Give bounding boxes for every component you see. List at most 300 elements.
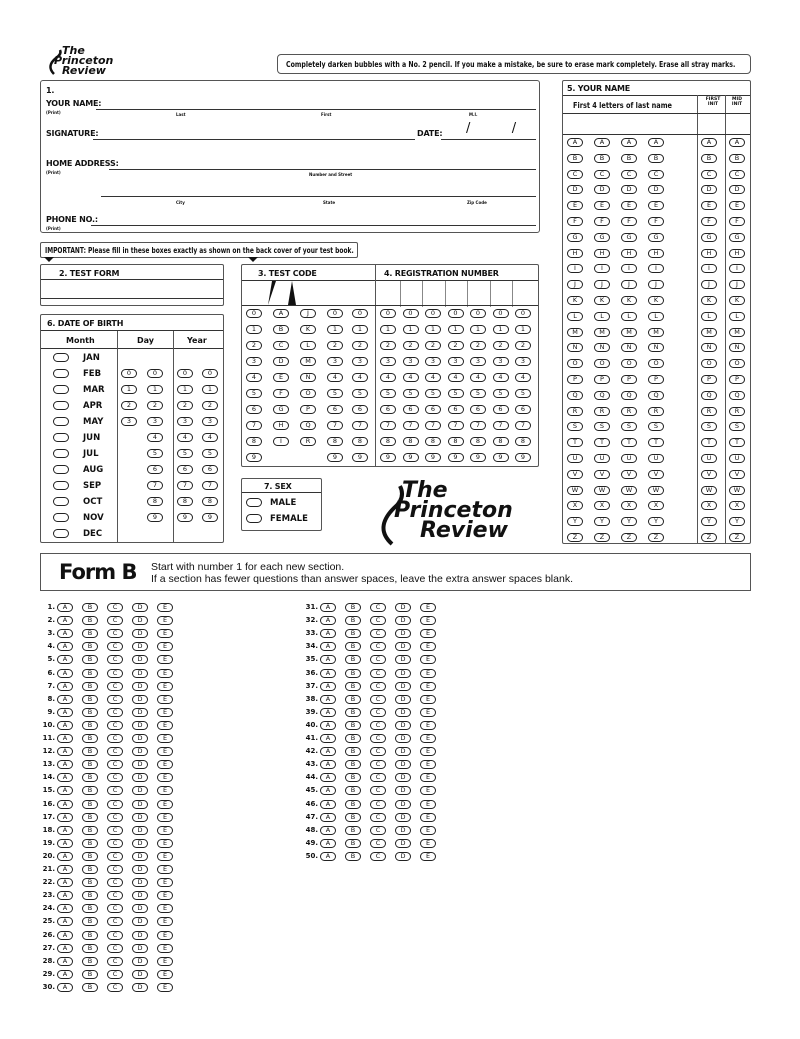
answer-q39-bubble-B[interactable]: B	[345, 708, 361, 717]
answer-q15-bubble-C[interactable]: C	[107, 786, 123, 795]
answer-q48-bubble-A[interactable]: A	[320, 826, 336, 835]
name-col2-bubble-H[interactable]: H	[594, 249, 610, 258]
name-col2-bubble-S[interactable]: S	[594, 422, 610, 431]
registration-col7-bubble-0[interactable]: 0	[515, 309, 531, 318]
name-col4-bubble-F[interactable]: F	[648, 217, 664, 226]
day-ones-bubble-5[interactable]: 5	[147, 449, 163, 458]
day-ones-bubble-2[interactable]: 2	[147, 401, 163, 410]
name-col4-bubble-V[interactable]: V	[648, 470, 664, 479]
day-tens-bubble-3[interactable]: 3	[121, 417, 137, 426]
answer-q7-bubble-A[interactable]: A	[57, 682, 73, 691]
answer-q21-bubble-B[interactable]: B	[82, 865, 98, 874]
name-col2-bubble-I[interactable]: I	[594, 264, 610, 273]
registration-col2-bubble-6[interactable]: 6	[403, 405, 419, 414]
answer-q12-bubble-C[interactable]: C	[107, 747, 123, 756]
name-col6-bubble-P[interactable]: P	[729, 375, 745, 384]
test-code-letter-bubble-D[interactable]: D	[273, 357, 289, 366]
answer-q11-bubble-B[interactable]: B	[82, 734, 98, 743]
answer-q28-bubble-D[interactable]: D	[132, 957, 148, 966]
test-code-letter-bubble-A[interactable]: A	[273, 309, 289, 318]
test-code-col4-bubble-1[interactable]: 1	[327, 325, 343, 334]
answer-q2-bubble-D[interactable]: D	[132, 616, 148, 625]
answer-q20-bubble-D[interactable]: D	[132, 852, 148, 861]
registration-col1-bubble-4[interactable]: 4	[380, 373, 396, 382]
registration-col4-bubble-6[interactable]: 6	[448, 405, 464, 414]
answer-q7-bubble-B[interactable]: B	[82, 682, 98, 691]
answer-q43-bubble-E[interactable]: E	[420, 760, 436, 769]
test-code-digit-bubble-7[interactable]: 7	[246, 421, 262, 430]
answer-q19-bubble-C[interactable]: C	[107, 839, 123, 848]
answer-q6-bubble-B[interactable]: B	[82, 669, 98, 678]
answer-q27-bubble-A[interactable]: A	[57, 944, 73, 953]
answer-q38-bubble-B[interactable]: B	[345, 695, 361, 704]
answer-q18-bubble-B[interactable]: B	[82, 826, 98, 835]
name-col3-bubble-S[interactable]: S	[621, 422, 637, 431]
year-ones-bubble-1[interactable]: 1	[202, 385, 218, 394]
answer-q45-bubble-E[interactable]: E	[420, 786, 436, 795]
test-code-col4-bubble-9[interactable]: 9	[327, 453, 343, 462]
answer-q50-bubble-A[interactable]: A	[320, 852, 336, 861]
your-name-field[interactable]	[96, 109, 536, 110]
name-col1-bubble-F[interactable]: F	[567, 217, 583, 226]
name-col4-bubble-I[interactable]: I	[648, 264, 664, 273]
answer-q35-bubble-E[interactable]: E	[420, 655, 436, 664]
answer-q41-bubble-E[interactable]: E	[420, 734, 436, 743]
name-col5-bubble-J[interactable]: J	[701, 280, 717, 289]
test-code-col4-bubble-5[interactable]: 5	[327, 389, 343, 398]
test-code-col5-bubble-0[interactable]: 0	[352, 309, 368, 318]
answer-q42-bubble-B[interactable]: B	[345, 747, 361, 756]
name-col1-bubble-B[interactable]: B	[567, 154, 583, 163]
name-col4-bubble-M[interactable]: M	[648, 328, 664, 337]
answer-q40-bubble-D[interactable]: D	[395, 721, 411, 730]
answer-q33-bubble-D[interactable]: D	[395, 629, 411, 638]
test-code-col4-bubble-4[interactable]: 4	[327, 373, 343, 382]
answer-q33-bubble-E[interactable]: E	[420, 629, 436, 638]
name-col4-bubble-A[interactable]: A	[648, 138, 664, 147]
answer-q50-bubble-E[interactable]: E	[420, 852, 436, 861]
name-col3-bubble-B[interactable]: B	[621, 154, 637, 163]
registration-col6-bubble-5[interactable]: 5	[493, 389, 509, 398]
name-col5-bubble-X[interactable]: X	[701, 501, 717, 510]
answer-q38-bubble-C[interactable]: C	[370, 695, 386, 704]
name-col3-bubble-P[interactable]: P	[621, 375, 637, 384]
year-tens-bubble-7[interactable]: 7	[177, 481, 193, 490]
name-col4-bubble-H[interactable]: H	[648, 249, 664, 258]
registration-col1-bubble-0[interactable]: 0	[380, 309, 396, 318]
answer-q19-bubble-D[interactable]: D	[132, 839, 148, 848]
test-code-letter-bubble-B[interactable]: B	[273, 325, 289, 334]
name-col4-bubble-Y[interactable]: Y	[648, 517, 664, 526]
registration-col2-bubble-2[interactable]: 2	[403, 341, 419, 350]
answer-q12-bubble-B[interactable]: B	[82, 747, 98, 756]
name-col5-bubble-T[interactable]: T	[701, 438, 717, 447]
answer-q2-bubble-A[interactable]: A	[57, 616, 73, 625]
answer-q25-bubble-C[interactable]: C	[107, 917, 123, 926]
name-col2-bubble-V[interactable]: V	[594, 470, 610, 479]
test-form-field[interactable]	[41, 298, 223, 299]
answer-q20-bubble-A[interactable]: A	[57, 852, 73, 861]
answer-q34-bubble-C[interactable]: C	[370, 642, 386, 651]
registration-col1-bubble-1[interactable]: 1	[380, 325, 396, 334]
name-col3-bubble-R[interactable]: R	[621, 407, 637, 416]
answer-q33-bubble-A[interactable]: A	[320, 629, 336, 638]
answer-q7-bubble-D[interactable]: D	[132, 682, 148, 691]
answer-q23-bubble-B[interactable]: B	[82, 891, 98, 900]
answer-q43-bubble-B[interactable]: B	[345, 760, 361, 769]
answer-q5-bubble-C[interactable]: C	[107, 655, 123, 664]
name-col5-bubble-Q[interactable]: Q	[701, 391, 717, 400]
name-col4-bubble-G[interactable]: G	[648, 233, 664, 242]
name-col4-bubble-D[interactable]: D	[648, 185, 664, 194]
answer-q31-bubble-B[interactable]: B	[345, 603, 361, 612]
name-col3-bubble-V[interactable]: V	[621, 470, 637, 479]
answer-q49-bubble-A[interactable]: A	[320, 839, 336, 848]
registration-col2-bubble-4[interactable]: 4	[403, 373, 419, 382]
registration-col3-bubble-0[interactable]: 0	[425, 309, 441, 318]
registration-col3-bubble-4[interactable]: 4	[425, 373, 441, 382]
name-col6-bubble-D[interactable]: D	[729, 185, 745, 194]
registration-col7-bubble-8[interactable]: 8	[515, 437, 531, 446]
answer-q21-bubble-A[interactable]: A	[57, 865, 73, 874]
answer-q7-bubble-C[interactable]: C	[107, 682, 123, 691]
answer-q14-bubble-D[interactable]: D	[132, 773, 148, 782]
answer-q29-bubble-D[interactable]: D	[132, 970, 148, 979]
name-col5-bubble-R[interactable]: R	[701, 407, 717, 416]
answer-q9-bubble-A[interactable]: A	[57, 708, 73, 717]
answer-q47-bubble-B[interactable]: B	[345, 813, 361, 822]
answer-q3-bubble-B[interactable]: B	[82, 629, 98, 638]
name-col4-bubble-E[interactable]: E	[648, 201, 664, 210]
answer-q48-bubble-D[interactable]: D	[395, 826, 411, 835]
name-col4-bubble-W[interactable]: W	[648, 486, 664, 495]
name-col1-bubble-O[interactable]: O	[567, 359, 583, 368]
name-col1-bubble-N[interactable]: N	[567, 343, 583, 352]
name-col3-bubble-K[interactable]: K	[621, 296, 637, 305]
answer-q12-bubble-D[interactable]: D	[132, 747, 148, 756]
answer-q26-bubble-E[interactable]: E	[157, 931, 173, 940]
day-ones-bubble-8[interactable]: 8	[147, 497, 163, 506]
answer-q24-bubble-C[interactable]: C	[107, 904, 123, 913]
answer-q26-bubble-C[interactable]: C	[107, 931, 123, 940]
name-col6-bubble-X[interactable]: X	[729, 501, 745, 510]
year-tens-bubble-6[interactable]: 6	[177, 465, 193, 474]
name-col5-bubble-I[interactable]: I	[701, 264, 717, 273]
answer-q44-bubble-C[interactable]: C	[370, 773, 386, 782]
answer-q49-bubble-C[interactable]: C	[370, 839, 386, 848]
answer-q16-bubble-E[interactable]: E	[157, 800, 173, 809]
answer-q17-bubble-B[interactable]: B	[82, 813, 98, 822]
name-col3-bubble-M[interactable]: M	[621, 328, 637, 337]
name-col4-bubble-B[interactable]: B	[648, 154, 664, 163]
answer-q11-bubble-A[interactable]: A	[57, 734, 73, 743]
answer-q17-bubble-C[interactable]: C	[107, 813, 123, 822]
registration-col1-bubble-6[interactable]: 6	[380, 405, 396, 414]
name-col6-bubble-F[interactable]: F	[729, 217, 745, 226]
answer-q15-bubble-D[interactable]: D	[132, 786, 148, 795]
registration-col6-bubble-8[interactable]: 8	[493, 437, 509, 446]
answer-q35-bubble-B[interactable]: B	[345, 655, 361, 664]
answer-q22-bubble-C[interactable]: C	[107, 878, 123, 887]
answer-q30-bubble-A[interactable]: A	[57, 983, 73, 992]
answer-q40-bubble-B[interactable]: B	[345, 721, 361, 730]
answer-q19-bubble-B[interactable]: B	[82, 839, 98, 848]
name-col5-bubble-U[interactable]: U	[701, 454, 717, 463]
name-col5-bubble-Y[interactable]: Y	[701, 517, 717, 526]
answer-q21-bubble-C[interactable]: C	[107, 865, 123, 874]
name-col2-bubble-T[interactable]: T	[594, 438, 610, 447]
name-col3-bubble-I[interactable]: I	[621, 264, 637, 273]
test-code-col4-bubble-7[interactable]: 7	[327, 421, 343, 430]
name-col4-bubble-T[interactable]: T	[648, 438, 664, 447]
test-code-col5-bubble-8[interactable]: 8	[352, 437, 368, 446]
answer-q26-bubble-A[interactable]: A	[57, 931, 73, 940]
registration-col6-bubble-0[interactable]: 0	[493, 309, 509, 318]
name-col1-bubble-I[interactable]: I	[567, 264, 583, 273]
answer-q10-bubble-B[interactable]: B	[82, 721, 98, 730]
name-col3-bubble-N[interactable]: N	[621, 343, 637, 352]
answer-q46-bubble-E[interactable]: E	[420, 800, 436, 809]
answer-q35-bubble-D[interactable]: D	[395, 655, 411, 664]
name-col3-bubble-E[interactable]: E	[621, 201, 637, 210]
answer-q31-bubble-D[interactable]: D	[395, 603, 411, 612]
answer-q9-bubble-E[interactable]: E	[157, 708, 173, 717]
answer-q33-bubble-B[interactable]: B	[345, 629, 361, 638]
answer-q46-bubble-B[interactable]: B	[345, 800, 361, 809]
name-col2-bubble-K[interactable]: K	[594, 296, 610, 305]
name-col4-bubble-X[interactable]: X	[648, 501, 664, 510]
answer-q10-bubble-C[interactable]: C	[107, 721, 123, 730]
answer-q32-bubble-C[interactable]: C	[370, 616, 386, 625]
name-col2-bubble-Z[interactable]: Z	[594, 533, 610, 542]
name-col5-bubble-Z[interactable]: Z	[701, 533, 717, 542]
answer-q47-bubble-D[interactable]: D	[395, 813, 411, 822]
answer-q5-bubble-D[interactable]: D	[132, 655, 148, 664]
answer-q36-bubble-E[interactable]: E	[420, 669, 436, 678]
registration-col1-bubble-7[interactable]: 7	[380, 421, 396, 430]
registration-col4-bubble-9[interactable]: 9	[448, 453, 464, 462]
answer-q42-bubble-E[interactable]: E	[420, 747, 436, 756]
registration-col6-bubble-2[interactable]: 2	[493, 341, 509, 350]
registration-col2-bubble-1[interactable]: 1	[403, 325, 419, 334]
male-bubble[interactable]	[246, 498, 262, 507]
name-col3-bubble-O[interactable]: O	[621, 359, 637, 368]
name-col1-bubble-Q[interactable]: Q	[567, 391, 583, 400]
year-ones-bubble-6[interactable]: 6	[202, 465, 218, 474]
answer-q35-bubble-C[interactable]: C	[370, 655, 386, 664]
answer-q5-bubble-A[interactable]: A	[57, 655, 73, 664]
name-col4-bubble-N[interactable]: N	[648, 343, 664, 352]
answer-q18-bubble-E[interactable]: E	[157, 826, 173, 835]
test-code-digit-bubble-3[interactable]: 3	[246, 357, 262, 366]
answer-q27-bubble-B[interactable]: B	[82, 944, 98, 953]
test-code-letter-bubble-I[interactable]: I	[273, 437, 289, 446]
name-col4-bubble-C[interactable]: C	[648, 170, 664, 179]
answer-q19-bubble-A[interactable]: A	[57, 839, 73, 848]
year-ones-bubble-5[interactable]: 5	[202, 449, 218, 458]
year-tens-bubble-8[interactable]: 8	[177, 497, 193, 506]
answer-q46-bubble-C[interactable]: C	[370, 800, 386, 809]
answer-q50-bubble-C[interactable]: C	[370, 852, 386, 861]
answer-q49-bubble-D[interactable]: D	[395, 839, 411, 848]
name-col5-bubble-C[interactable]: C	[701, 170, 717, 179]
answer-q37-bubble-B[interactable]: B	[345, 682, 361, 691]
answer-q48-bubble-C[interactable]: C	[370, 826, 386, 835]
year-ones-bubble-2[interactable]: 2	[202, 401, 218, 410]
answer-q25-bubble-E[interactable]: E	[157, 917, 173, 926]
answer-q4-bubble-E[interactable]: E	[157, 642, 173, 651]
name-col6-bubble-V[interactable]: V	[729, 470, 745, 479]
answer-q10-bubble-D[interactable]: D	[132, 721, 148, 730]
registration-col1-bubble-3[interactable]: 3	[380, 357, 396, 366]
answer-q24-bubble-A[interactable]: A	[57, 904, 73, 913]
answer-q13-bubble-C[interactable]: C	[107, 760, 123, 769]
name-col2-bubble-U[interactable]: U	[594, 454, 610, 463]
registration-col7-bubble-5[interactable]: 5	[515, 389, 531, 398]
registration-col4-bubble-1[interactable]: 1	[448, 325, 464, 334]
registration-col2-bubble-3[interactable]: 3	[403, 357, 419, 366]
answer-q16-bubble-C[interactable]: C	[107, 800, 123, 809]
answer-q36-bubble-A[interactable]: A	[320, 669, 336, 678]
answer-q5-bubble-E[interactable]: E	[157, 655, 173, 664]
name-col2-bubble-R[interactable]: R	[594, 407, 610, 416]
answer-q13-bubble-A[interactable]: A	[57, 760, 73, 769]
answer-q47-bubble-C[interactable]: C	[370, 813, 386, 822]
answer-q14-bubble-E[interactable]: E	[157, 773, 173, 782]
answer-q8-bubble-A[interactable]: A	[57, 695, 73, 704]
answer-q8-bubble-C[interactable]: C	[107, 695, 123, 704]
answer-q27-bubble-D[interactable]: D	[132, 944, 148, 953]
name-col3-bubble-U[interactable]: U	[621, 454, 637, 463]
registration-col5-bubble-0[interactable]: 0	[470, 309, 486, 318]
year-tens-bubble-1[interactable]: 1	[177, 385, 193, 394]
registration-col6-bubble-4[interactable]: 4	[493, 373, 509, 382]
test-code-digit-bubble-1[interactable]: 1	[246, 325, 262, 334]
name-col1-bubble-W[interactable]: W	[567, 486, 583, 495]
answer-q30-bubble-C[interactable]: C	[107, 983, 123, 992]
registration-col2-bubble-9[interactable]: 9	[403, 453, 419, 462]
answer-q22-bubble-E[interactable]: E	[157, 878, 173, 887]
answer-q27-bubble-E[interactable]: E	[157, 944, 173, 953]
name-col4-bubble-U[interactable]: U	[648, 454, 664, 463]
name-col3-bubble-D[interactable]: D	[621, 185, 637, 194]
registration-col3-bubble-6[interactable]: 6	[425, 405, 441, 414]
test-code-letter-bubble-Q[interactable]: Q	[300, 421, 316, 430]
name-col2-bubble-D[interactable]: D	[594, 185, 610, 194]
answer-q11-bubble-C[interactable]: C	[107, 734, 123, 743]
answer-q15-bubble-E[interactable]: E	[157, 786, 173, 795]
answer-q4-bubble-C[interactable]: C	[107, 642, 123, 651]
test-code-digit-bubble-4[interactable]: 4	[246, 373, 262, 382]
answer-q31-bubble-E[interactable]: E	[420, 603, 436, 612]
answer-q48-bubble-B[interactable]: B	[345, 826, 361, 835]
answer-q10-bubble-A[interactable]: A	[57, 721, 73, 730]
answer-q25-bubble-A[interactable]: A	[57, 917, 73, 926]
answer-q50-bubble-D[interactable]: D	[395, 852, 411, 861]
year-ones-bubble-7[interactable]: 7	[202, 481, 218, 490]
answer-q23-bubble-C[interactable]: C	[107, 891, 123, 900]
registration-col5-bubble-6[interactable]: 6	[470, 405, 486, 414]
name-col2-bubble-C[interactable]: C	[594, 170, 610, 179]
answer-q38-bubble-D[interactable]: D	[395, 695, 411, 704]
name-col2-bubble-X[interactable]: X	[594, 501, 610, 510]
answer-q6-bubble-A[interactable]: A	[57, 669, 73, 678]
registration-col7-bubble-1[interactable]: 1	[515, 325, 531, 334]
month-bubble-may[interactable]	[53, 417, 69, 426]
answer-q10-bubble-E[interactable]: E	[157, 721, 173, 730]
answer-q40-bubble-A[interactable]: A	[320, 721, 336, 730]
answer-q36-bubble-C[interactable]: C	[370, 669, 386, 678]
name-col6-bubble-L[interactable]: L	[729, 312, 745, 321]
registration-col3-bubble-9[interactable]: 9	[425, 453, 441, 462]
test-code-col5-bubble-4[interactable]: 4	[352, 373, 368, 382]
name-col1-bubble-L[interactable]: L	[567, 312, 583, 321]
answer-q42-bubble-A[interactable]: A	[320, 747, 336, 756]
answer-q14-bubble-C[interactable]: C	[107, 773, 123, 782]
answer-q45-bubble-C[interactable]: C	[370, 786, 386, 795]
name-col4-bubble-Z[interactable]: Z	[648, 533, 664, 542]
answer-q32-bubble-D[interactable]: D	[395, 616, 411, 625]
answer-q32-bubble-B[interactable]: B	[345, 616, 361, 625]
answer-q16-bubble-D[interactable]: D	[132, 800, 148, 809]
answer-q44-bubble-A[interactable]: A	[320, 773, 336, 782]
day-tens-bubble-2[interactable]: 2	[121, 401, 137, 410]
name-col3-bubble-L[interactable]: L	[621, 312, 637, 321]
answer-q31-bubble-A[interactable]: A	[320, 603, 336, 612]
answer-q21-bubble-D[interactable]: D	[132, 865, 148, 874]
day-ones-bubble-4[interactable]: 4	[147, 433, 163, 442]
registration-col5-bubble-4[interactable]: 4	[470, 373, 486, 382]
name-col6-bubble-R[interactable]: R	[729, 407, 745, 416]
answer-q3-bubble-D[interactable]: D	[132, 629, 148, 638]
answer-q12-bubble-E[interactable]: E	[157, 747, 173, 756]
month-bubble-dec[interactable]	[53, 529, 69, 538]
answer-q12-bubble-A[interactable]: A	[57, 747, 73, 756]
answer-q43-bubble-A[interactable]: A	[320, 760, 336, 769]
month-bubble-jan[interactable]	[53, 353, 69, 362]
answer-q18-bubble-C[interactable]: C	[107, 826, 123, 835]
registration-col4-bubble-4[interactable]: 4	[448, 373, 464, 382]
answer-q2-bubble-C[interactable]: C	[107, 616, 123, 625]
name-col4-bubble-J[interactable]: J	[648, 280, 664, 289]
name-col5-bubble-S[interactable]: S	[701, 422, 717, 431]
answer-q49-bubble-E[interactable]: E	[420, 839, 436, 848]
year-tens-bubble-2[interactable]: 2	[177, 401, 193, 410]
answer-q47-bubble-A[interactable]: A	[320, 813, 336, 822]
registration-col1-bubble-2[interactable]: 2	[380, 341, 396, 350]
answer-q14-bubble-A[interactable]: A	[57, 773, 73, 782]
answer-q42-bubble-C[interactable]: C	[370, 747, 386, 756]
test-code-col5-bubble-5[interactable]: 5	[352, 389, 368, 398]
answer-q34-bubble-D[interactable]: D	[395, 642, 411, 651]
test-code-col5-bubble-6[interactable]: 6	[352, 405, 368, 414]
test-code-letter-bubble-J[interactable]: J	[300, 309, 316, 318]
name-col1-bubble-H[interactable]: H	[567, 249, 583, 258]
answer-q1-bubble-B[interactable]: B	[82, 603, 98, 612]
name-col1-bubble-R[interactable]: R	[567, 407, 583, 416]
registration-col7-bubble-7[interactable]: 7	[515, 421, 531, 430]
name-col5-bubble-E[interactable]: E	[701, 201, 717, 210]
name-col6-bubble-Z[interactable]: Z	[729, 533, 745, 542]
answer-q4-bubble-D[interactable]: D	[132, 642, 148, 651]
answer-q32-bubble-A[interactable]: A	[320, 616, 336, 625]
test-code-letter-bubble-K[interactable]: K	[300, 325, 316, 334]
name-col1-bubble-P[interactable]: P	[567, 375, 583, 384]
name-col2-bubble-B[interactable]: B	[594, 154, 610, 163]
test-code-digit-bubble-0[interactable]: 0	[246, 309, 262, 318]
month-bubble-nov[interactable]	[53, 513, 69, 522]
test-code-col4-bubble-8[interactable]: 8	[327, 437, 343, 446]
